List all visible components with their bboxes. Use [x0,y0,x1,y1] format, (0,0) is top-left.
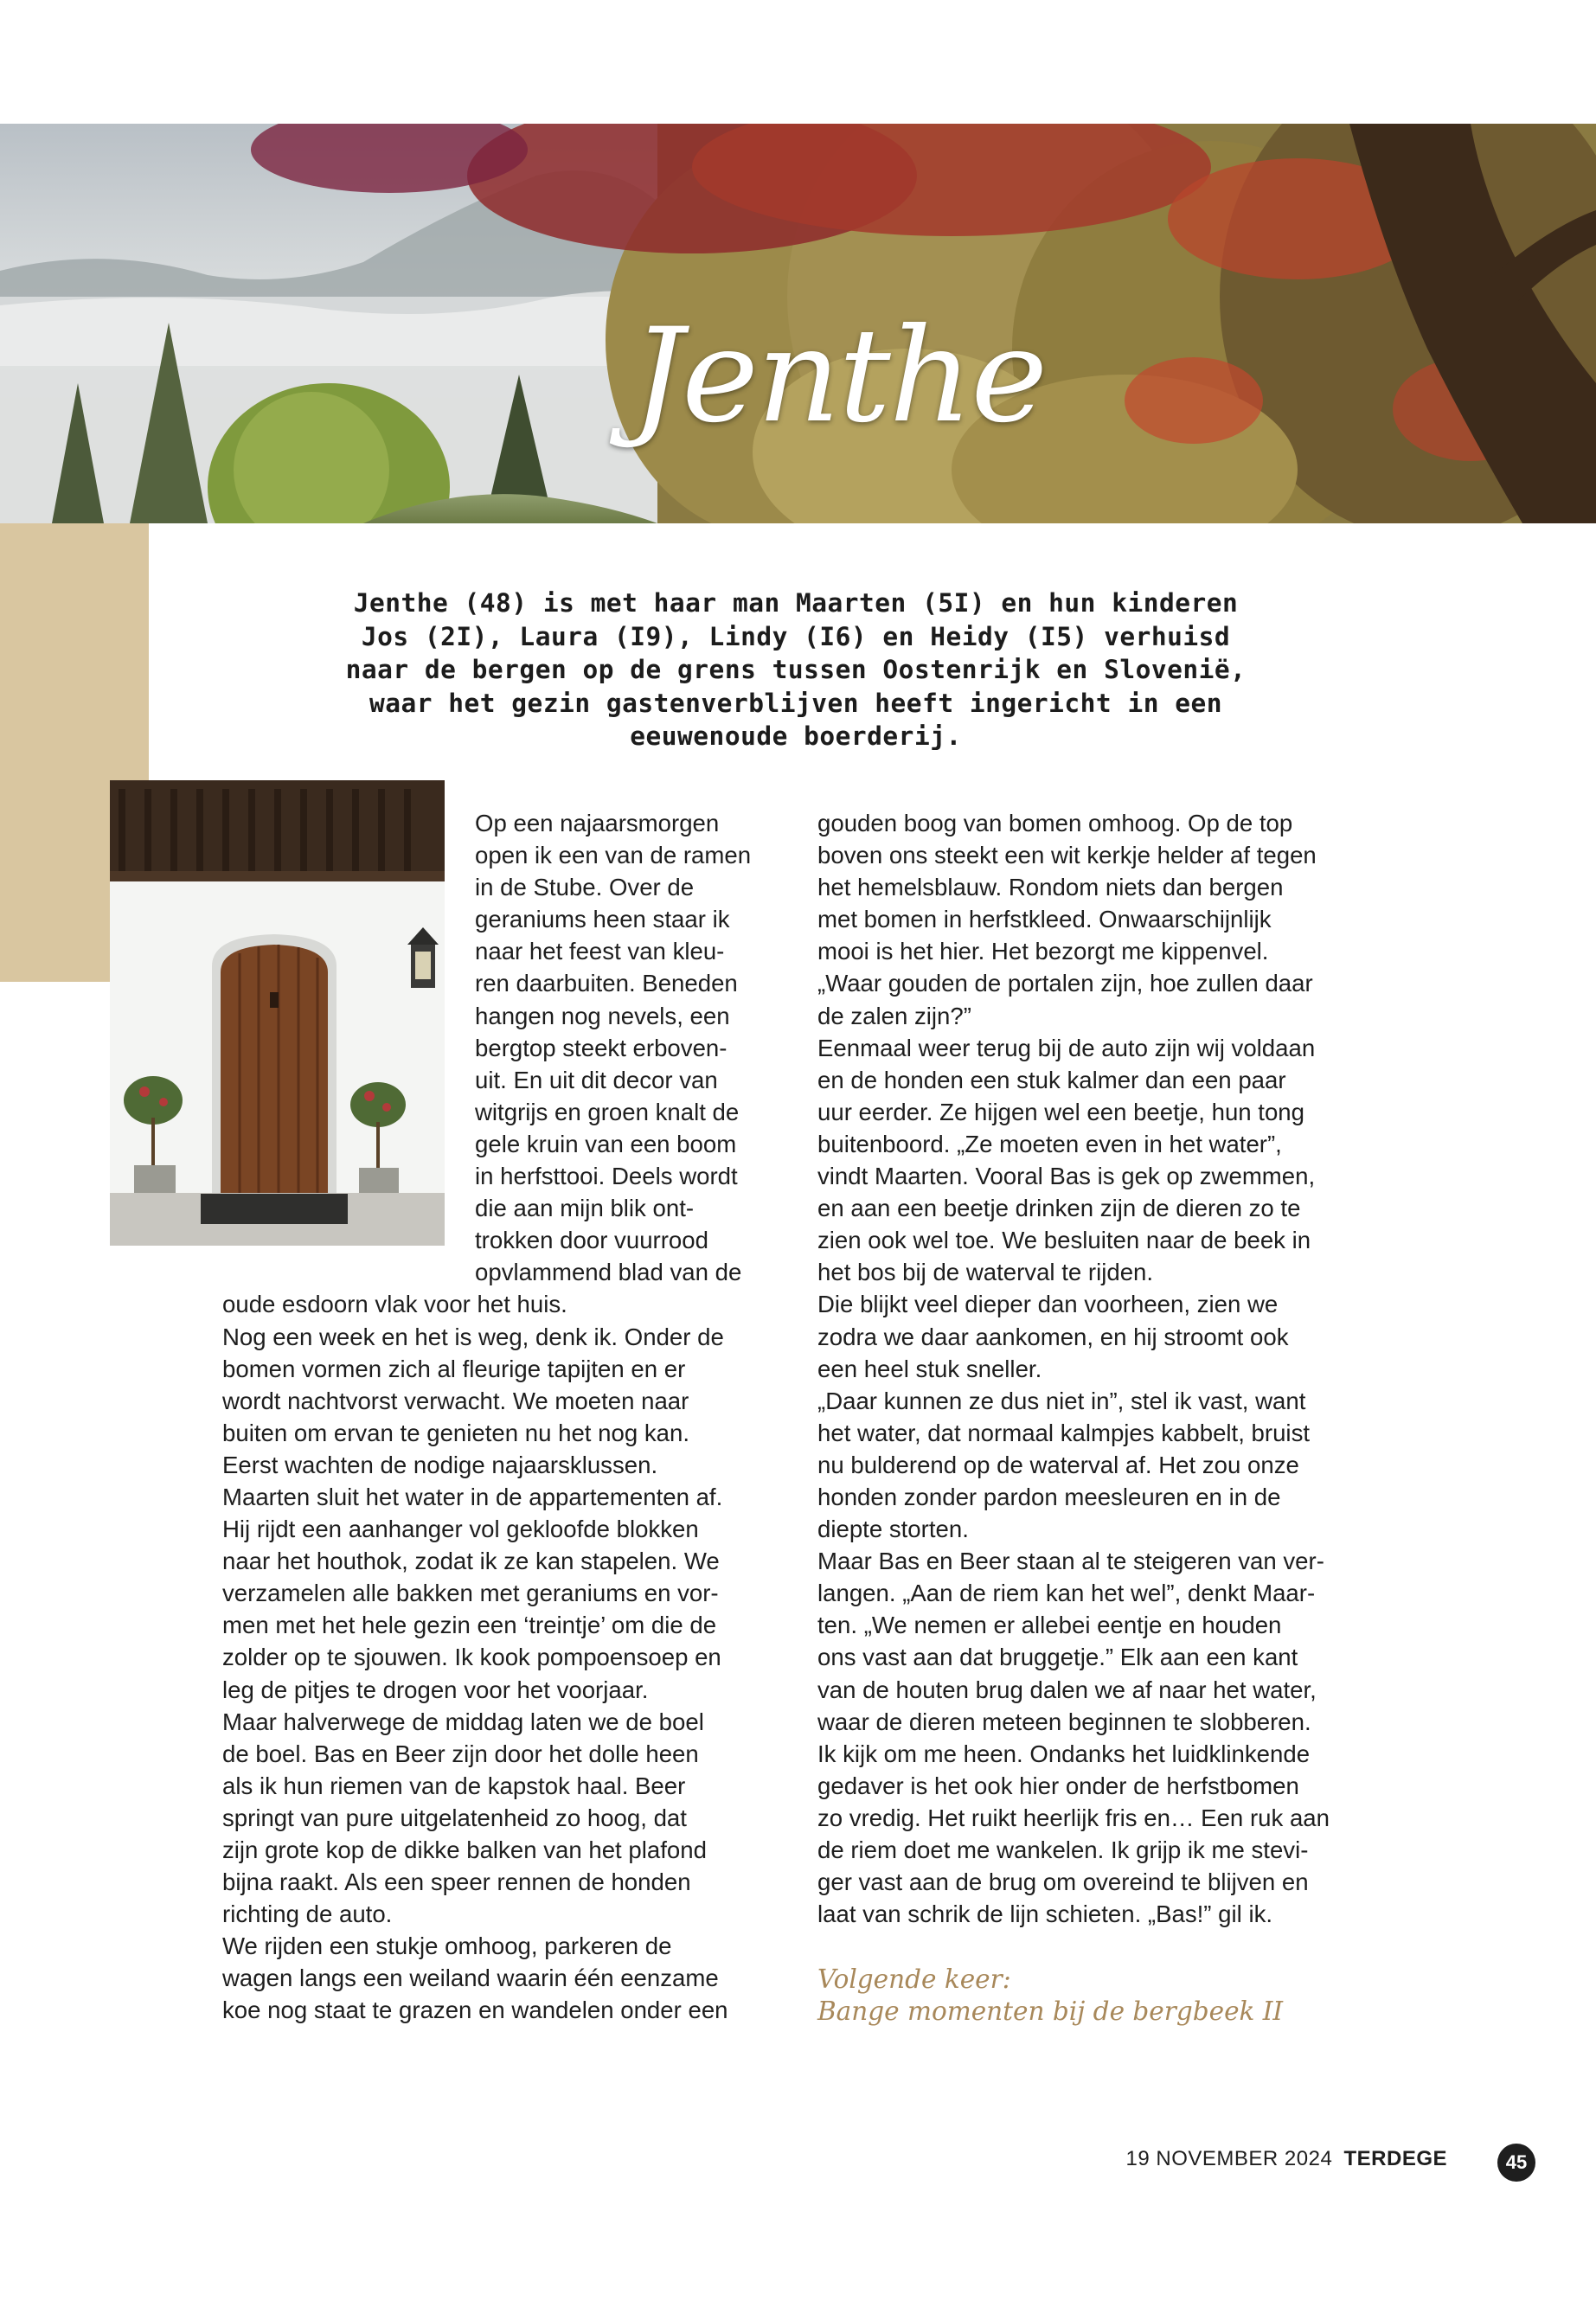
text-line: Eerst wachten de nodige najaarsklussen. [222,1451,658,1478]
text-line: open ik een van de ramen [475,842,752,869]
intro-line: Jenthe (48) is met haar man Maarten (5I) en hun kinderen [353,588,1239,618]
text-line: en de honden een stuk kalmer dan een paar [817,1066,1286,1093]
text-line: mooi is het hier. Het bezorgt me kippenvel. [817,938,1269,965]
text-line: Op een najaarsmorgen [475,810,720,836]
text-line: naar het feest van kleu- [475,938,725,965]
next-episode-subtitle: Bange momenten bij de bergbeek II [817,1997,1284,2026]
text-line: nu bulderend op de waterval af. Het zou onze [817,1451,1299,1478]
text-line: van de houten brug dalen we af naar het water, [817,1676,1317,1703]
intro-line: Jos (2I), Laura (I9), Lindy (I6) en Heidy (I5) verhuisd [361,621,1231,651]
text-line: We rijden een stukje omhoog, parkeren de [222,1932,672,1960]
text-line: leg de pitjes te drogen voor het voorjaar. [222,1676,649,1703]
intro-line: waar het gezin gastenverblijven heeft ingericht in een [369,688,1223,718]
text-line: springt van pure uitgelatenheid zo hoog, dat [222,1804,687,1831]
text-line: in de Stube. Over de [475,874,695,901]
text-line: het hemelsblauw. Rondom niets dan bergen [817,874,1284,901]
text-line: gouden boog van bomen omhoog. Op de top [817,810,1293,836]
text-line: Die blijkt veel dieper dan voorheen, zien we [817,1291,1279,1318]
article-title: Jenthe [631,301,1047,452]
text-line: vindt Maarten. Vooral Bas is gek op zwemmen, [817,1163,1316,1190]
next-episode-teaser [817,1964,1283,2028]
next-episode-label: Volgende keer: [817,1965,1011,1994]
text-line: „Waar gouden de portalen zijn, hoe zullen daar [817,970,1313,997]
text-line: diepte storten. [817,1516,969,1543]
text-line: buitenboord. „Ze moeten even in het water”, [817,1130,1282,1157]
text-line: Hij rijdt een aanhanger vol gekloofde blokken [222,1516,699,1543]
text-line: bergtop steekt erboven- [475,1034,727,1061]
text-line: Maar Bas en Beer staan al te steigeren van ver- [817,1548,1324,1575]
intro-paragraph [285,586,1306,753]
intro-line: eeuwenoude boerderij. [630,721,962,751]
text-line: ren daarbuiten. Beneden [475,970,738,997]
article-column-1 [222,807,785,2027]
text-line: langen. „Aan de riem kan het wel”, denkt Maar- [817,1580,1316,1607]
text-line: de riem doet me wankelen. Ik grijp ik me stevi- [817,1836,1309,1863]
text-line: die aan mijn blik ont- [475,1195,695,1222]
text-line: gedaver is het ook hier onder de herfstbomen [817,1772,1299,1799]
text-line: zien ook wel toe. We besluiten naar de beek in [817,1227,1311,1254]
text-line: verzamelen alle bakken met geraniums en vor- [222,1580,719,1607]
text-line: Ik kijk om me heen. Ondanks het luidklinkende [817,1740,1311,1767]
text-line: ten. „We nemen er allebei eentje en houden [817,1612,1282,1639]
text-line: ger vast aan de brug om overeind te blijven en [817,1868,1309,1896]
text-line: uur eerder. Ze hijgen wel een beetje, hun tong [817,1098,1305,1125]
text-line: bomen vormen zich al fleurige tapijten en er [222,1355,686,1382]
text-line: ons vast aan dat bruggetje.” Elk aan een kant [817,1644,1298,1671]
text-line: een heel stuk sneller. [817,1355,1042,1382]
text-line: en aan een beetje drinken zijn de dieren zo te [817,1195,1301,1222]
text-line: zolder op te sjouwen. Ik kook pompoensoep en [222,1644,721,1671]
text-line: in herfsttooi. Deels wordt [475,1163,738,1190]
text-line: boven ons steekt een wit kerkje helder af tegen [817,842,1317,869]
text-line: opvlammend blad van de [475,1259,742,1286]
text-line: Maar halverwege de middag laten we de boel [222,1708,704,1735]
intro-line: naar de bergen op de grens tussen Oostenrijk en Slovenië, [345,655,1247,684]
text-line: wordt nachtvorst verwacht. We moeten naar [222,1387,689,1414]
text-line: Nog een week en het is weg, denk ik. Onder de [222,1323,724,1350]
text-line: trokken door vuurrood [475,1227,708,1254]
text-wrap-beside-photo [222,807,785,1288]
text-line: richting de auto. [222,1900,393,1928]
text-line: als ik hun riemen van de kapstok haal. Beer [222,1772,686,1799]
issue-date: 19 NOVEMBER 2024 [1125,2147,1333,2170]
text-line: met bomen in herfstkleed. Onwaarschijnlijk [817,906,1272,933]
text-line: Maarten sluit het water in de appartementen af. [222,1483,723,1510]
text-line: geraniums heen staar ik [475,906,730,933]
text-line: Eenmaal weer terug bij de auto zijn wij voldaan [817,1034,1316,1061]
text-line: de boel. Bas en Beer zijn door het dolle heen [222,1740,699,1767]
text-line: waar de dieren meteen beginnen te slobberen. [817,1708,1311,1735]
text-line: het bos bij de waterval te rijden. [817,1259,1154,1286]
text-line: witgrijs en groen knalt de [475,1098,740,1125]
text-line: zo vredig. Het ruikt heerlijk fris en… Een ruk aan [817,1804,1330,1831]
text-line: koe nog staat te grazen en wandelen onder een [222,1997,728,2024]
text-line: hangen nog nevels, een [475,1002,730,1029]
text-line: de zalen zijn?” [817,1002,971,1029]
text-line: gele kruin van een boom [475,1130,737,1157]
text-line: honden zonder pardon meesleuren en in de [817,1483,1281,1510]
text-line: het water, dat normaal kalmpjes kabbelt, bruist [817,1419,1311,1446]
text-line: „Daar kunnen ze dus niet in”, stel ik vast, want [817,1387,1306,1414]
text-line: naar het houthok, zodat ik ze kan stapelen. We [222,1548,720,1575]
text-line: wagen langs een weiland waarin één eenzame [222,1965,719,1992]
magazine-name: TERDEGE [1343,2147,1447,2170]
text-line: zodra we daar aankomen, en hij stroomt ook [817,1323,1289,1350]
text-line: zijn grote kop de dikke balken van het plafond [222,1836,707,1863]
text-line: bijna raakt. Als een speer rennen de honden [222,1868,691,1896]
text-line: men met het hele gezin een ‘treintje’ om die de [222,1612,717,1639]
page-number-badge: 45 [1497,2144,1535,2182]
text-line: laat van schrik de lijn schieten. „Bas!” gil ik. [817,1900,1273,1928]
text-line: uit. En uit dit decor van [475,1066,718,1093]
article-column-2 [817,807,1380,1930]
page-footer [1126,2147,1447,2171]
text-line: buiten om ervan te genieten nu het nog kan. [222,1419,690,1446]
text-line: oude esdoorn vlak voor het huis. [222,1291,567,1318]
